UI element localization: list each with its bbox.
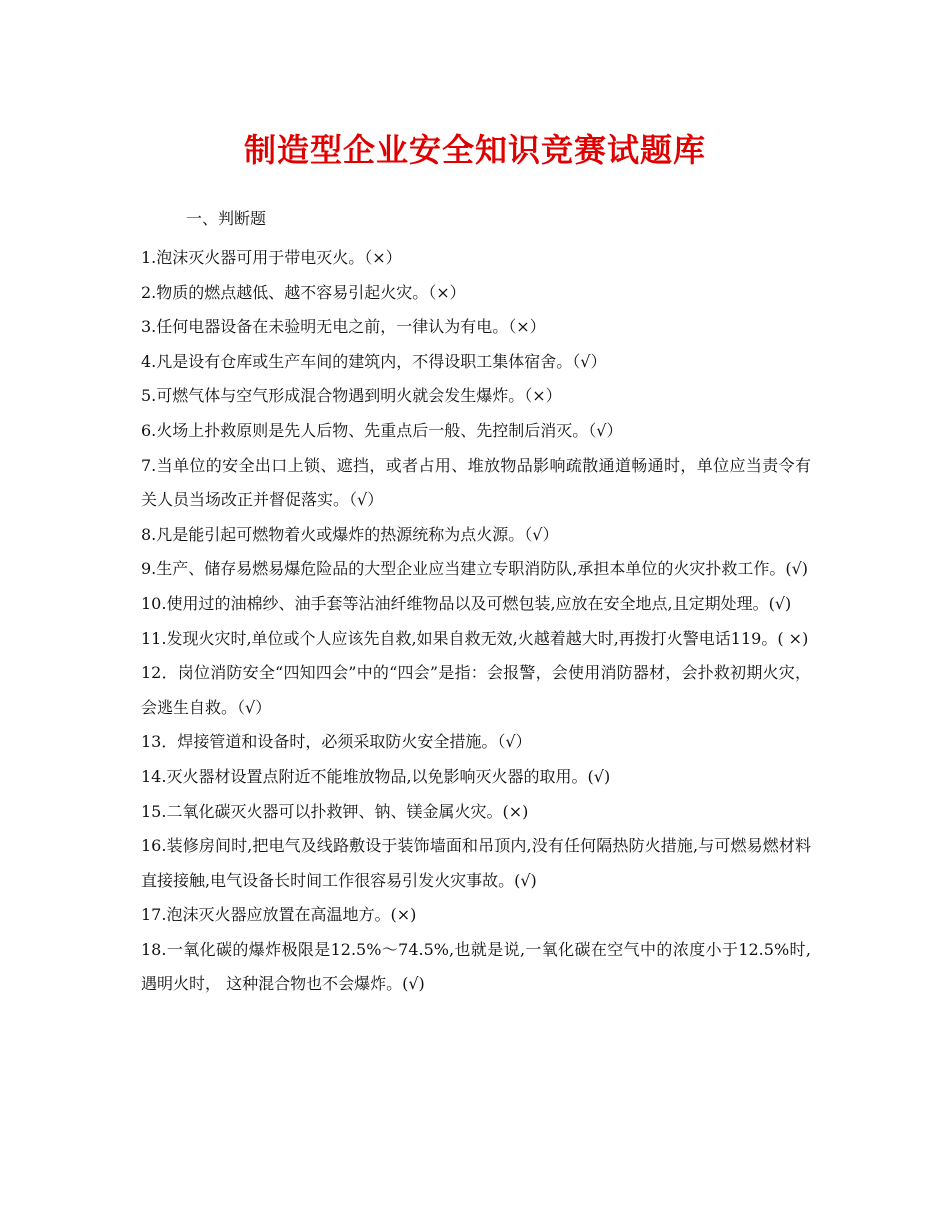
section-heading: 一、判断题 [186, 209, 267, 228]
question-item: 5.可燃气体与空气形成混合物遇到明火就会发生爆炸。（×） [141, 386, 562, 406]
question-item: 7.当单位的安全出口上锁、遮挡，或者占用、堆放物品影响疏散通道畅通时，单位应当责令有关人员当场改正并督促落实。（√） [141, 455, 811, 510]
question-item: 8.凡是能引起可燃物着火或爆炸的热源统称为点火源。（√） [141, 524, 559, 544]
question-item: 11.发现火灾时,单位或个人应该先自救,如果自救无效,火越着越大时,再拨打火警电话119。( ×) [141, 628, 809, 648]
question-item: 10.使用过的油棉纱、油手套等沾油纤维物品以及可燃包装,应放在安全地点,且定期处理。(√) [141, 593, 792, 613]
question-item: 16.装修房间时,把电气及线路敷设于装饰墙面和吊顶内,没有任何隔热防火措施,与可燃易燃材料直接接触,电气设备长时间工作很容易引发火灾事故。(√) [141, 836, 811, 890]
document-title: 制造型企业安全知识竞赛试题库 [243, 131, 706, 169]
question-item: 6.火场上扑救原则是先人后物、先重点后一般、先控制后消灭。（√） [141, 420, 623, 440]
question-item: 14.灭火器材设置点附近不能堆放物品,以免影响灭火器的取用。(√) [141, 766, 611, 786]
question-item: 3.任何电器设备在未验明无电之前，一律认为有电。（×） [141, 317, 546, 337]
question-item: 2.物质的燃点越低、越不容易引起火灾。（×） [141, 282, 466, 302]
question-item: 12．岗位消防安全“四知四会”中的“四会”是指：会报警，会使用消防器材，会扑救初期火灾，会逃生自救。（√） [141, 663, 811, 717]
question-item: 13．焊接管道和设备时，必须采取防火安全措施。（√） [141, 732, 532, 752]
question-list [141, 241, 811, 1002]
question-item: 1.泡沫灭火器可用于带电灭火。（×） [141, 248, 402, 267]
question-item: 17.泡沫灭火器应放置在高温地方。(×) [141, 905, 417, 925]
question-item: 9.生产、储存易燃易爆危险品的大型企业应当建立专职消防队,承担本单位的火灾扑救工作。(√) [141, 559, 809, 579]
question-item: 18.一氧化碳的爆炸极限是12.5%～74.5%,也就是说,一氧化碳在空气中的浓度小于12.5%时,遇明火时， 这种混合物也不会爆炸。(√) [141, 939, 811, 994]
question-item: 15.二氧化碳灭火器可以扑救钾、钠、镁金属火灾。(×) [141, 801, 529, 821]
question-item: 4.凡是设有仓库或生产车间的建筑内，不得设职工集体宿舍。（√） [141, 351, 607, 371]
